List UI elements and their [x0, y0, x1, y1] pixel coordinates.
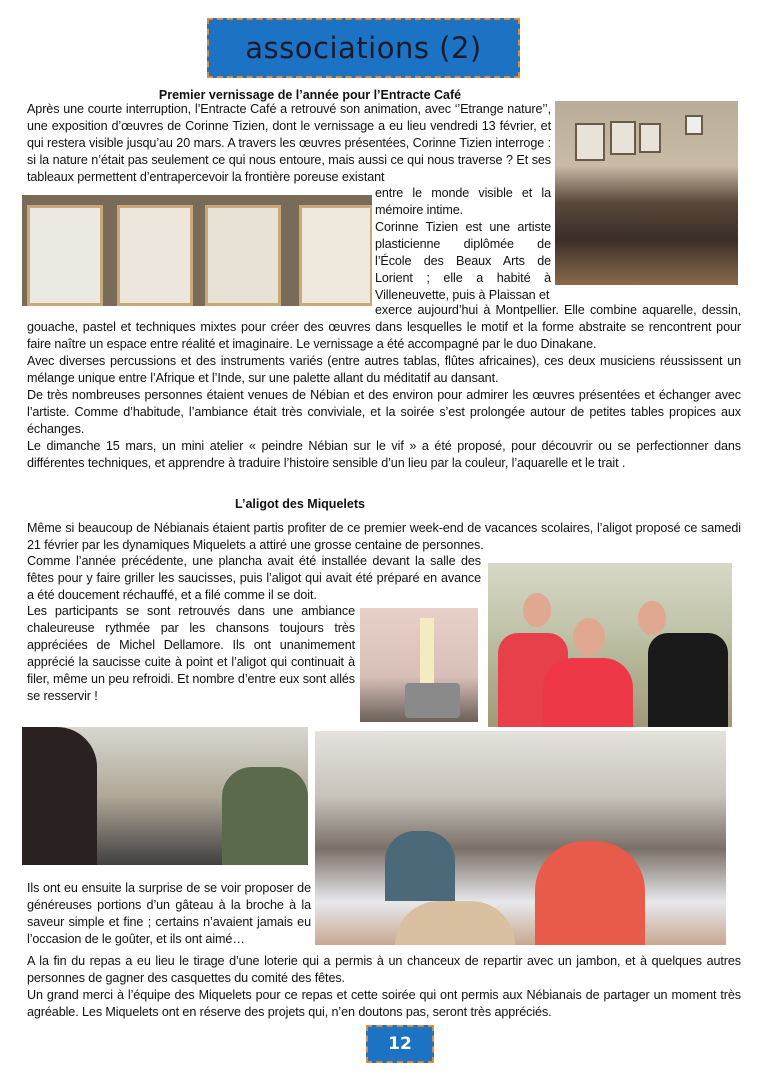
paintings-photo	[22, 195, 372, 306]
article-title: Premier vernissage de l’année pour l’Entracte Café	[158, 88, 462, 102]
dining-hall-photo	[315, 731, 726, 945]
miquelets-photo	[488, 563, 732, 727]
guests-photo	[22, 727, 308, 865]
article-paragraph: Ils ont eu ensuite la surprise de se voir proposer de généreuses portions d’un gâteau à la broche à la saveur simple et fine ; certains n’avaient jamais eu l’occasion de le goûter, et ils ont aimé…	[27, 881, 311, 946]
text: A la fin du repas a eu lieu le tirage d’une loterie qui a permis à un chanceux de repartir avec un jambon, et à quelques autres personnes de gagner des casquettes du comité des fêtes.	[27, 954, 741, 985]
article-body	[27, 302, 741, 472]
article-paragraph: Après une courte interruption, l’Entracte Café a retrouvé son animation, avec ‘’Etrange nature’’, une exposition d’œuvres de Corinne Tizien, dont le vernissage a eu lieu vendredi 13 février, et qui restera visible jusqu’au 20 mars. A travers les œuvres présentées, Corinne Tizien interroge : si la nature n’était pas seulement ce qui nous entoure, mais aussi ce qui nous traverse ? Et ses tableaux permettent d’entrapercevoir la frontière poreuse existant	[27, 102, 551, 184]
article-body	[27, 953, 741, 1021]
text: Le dimanche 15 mars, un mini atelier « peindre Nébian sur le vif » a été proposé, pour découvrir ou se perfectionner dans différentes techniques, et apprendre à traduire l’histoire sensible d’un lieu par la couleur, l’aquarelle et le trait .	[27, 439, 741, 470]
aligot-photo	[360, 608, 478, 722]
text: Corinne Tizien est une artiste plasticienne diplômée de l’École des Beaux Arts de Lorient ; elle a habité à Villeneuvette, puis à Plaissan et	[375, 220, 551, 302]
text: Avec diverses percussions et des instruments variés (entre autres tablas, flûtes africaines), ces deux musiciens réussissent un mélange unique entre l’Afrique et l’Inde, sur une palette allant du méditatif au dansant.	[27, 354, 741, 385]
section-title-box	[207, 18, 520, 78]
section-title: associations (2)	[245, 31, 482, 65]
text: Un grand merci à l’équipe des Miquelets pour ce repas et cette soirée qui ont permis aux Nébianais de partager un moment très agréable. Les Miquelets ont en réserve des projets qui, n’en doutons pas, seront très appréciés.	[27, 988, 741, 1019]
article-paragraph: Même si beaucoup de Nébianais étaient partis profiter de ce premier week-end de vacances scolaires, l’aligot proposé ce samedi 21 février par les dynamiques Miquelets a attiré une grosse centaine de personnes.	[27, 521, 741, 552]
exhibition-photo	[555, 101, 738, 285]
article-paragraph	[375, 185, 551, 304]
text: entre le monde visible et la mémoire intime.	[375, 186, 551, 217]
article-paragraph: Les participants se sont retrouvés dans une ambiance chaleureuse rythmée par les chansons toujours très appréciées de Michel Dellamore. Ils ont unanimement apprécié la saucisse cuite à point et l’aligot qui continuait à filer, même un peu refroidi. Et nombre d’entre eux sont allés se resservir !	[27, 604, 355, 703]
text: De très nombreuses personnes étaient venues de Nébian et des environ pour admirer les œuvres présentées et échanger avec l’artiste. Comme d’habitude, l’ambiance était très conviviale, et la soirée s’est prolongée autour de petites tables propices aux échanges.	[27, 388, 741, 436]
text: exerce aujourd’hui à Montpellier. Elle combine aquarelle, dessin, gouache, pastel et techniques mixtes pour créer des œuvres dans lesquelles le motif et la forme abstraite se rencontrent pour faire naître un espace entre réalité et imaginaire. Le vernissage a été accompagné par le duo Dinakane.	[27, 303, 741, 351]
article-title: L’aligot des Miquelets	[235, 497, 365, 511]
article-paragraph: Comme l’année précédente, une plancha avait été installée devant la salle des fêtes pour y faire griller les saucisses, puis l’aligot qui avait été préparé en avance a été doucement réchauffé, et a filé comme il se doit.	[27, 554, 481, 602]
page-number: 12	[366, 1025, 434, 1063]
